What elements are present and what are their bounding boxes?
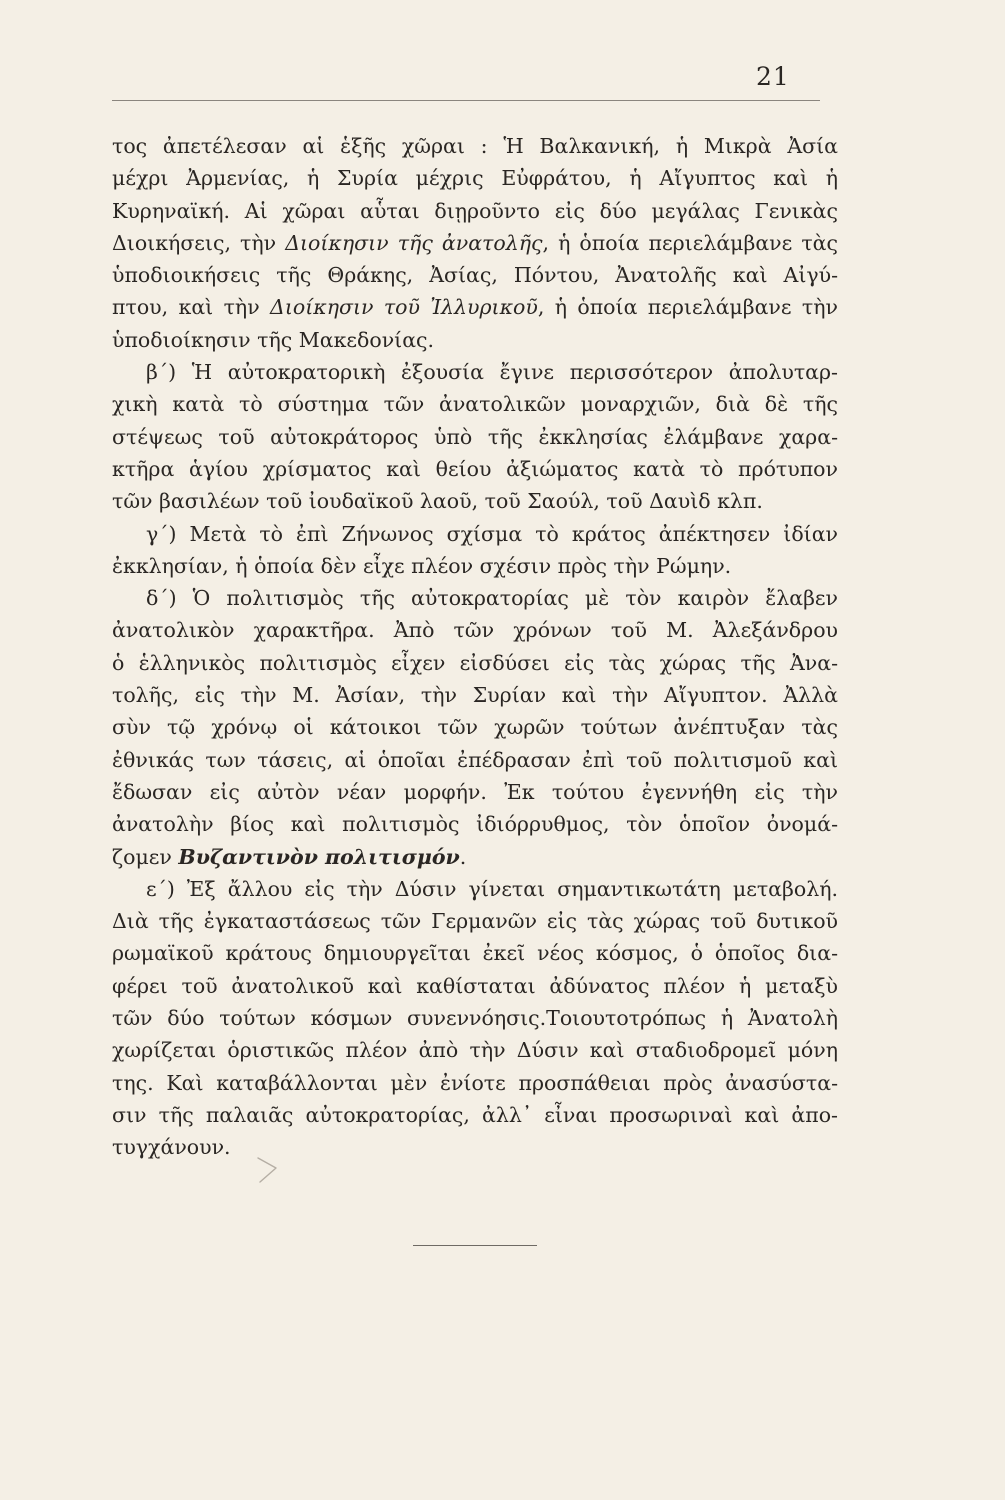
bold-italic-term: Βυζαντινὸν πολιτισμόν xyxy=(178,844,460,869)
text-line: μέχρι Ἀρμενίας, ἡ Συρία μέχρις Εὐφράτου, ἡ Αἴγυπτος καὶ ἡ xyxy=(112,166,838,191)
paragraph-beta-start: β΄) Ἡ αὐτοκρατορικὴ ἐξουσία ἔγινε περισσότερον ἀπολυταρ- xyxy=(146,360,838,385)
text-line: Διὰ τῆς ἐγκαταστάσεως τῶν Γερμανῶν εἰς τὰς χώρας τοῦ δυτικοῦ xyxy=(112,909,838,934)
page-number: 21 xyxy=(756,62,790,91)
text-line: τῶν δύο τούτων κόσμων συνεννόησις.Τοιουτοτρόπως ἡ Ἀνατολὴ xyxy=(112,1006,838,1031)
paragraph-gamma-start: γ΄) Μετὰ τὸ ἐπὶ Ζήνωνος σχίσμα τὸ κράτος ἀπέκτησεν ἰδίαν xyxy=(146,521,838,546)
text-line: ἀνατολὴν βίος καὶ πολιτισμὸς ἰδιόρρυθμος, τὸν ὁποῖον ὀνομά- xyxy=(112,812,838,837)
text-line: φέρει τοῦ ἀνατολικοῦ καὶ καθίσταται ἀδύνατος πλέον ἡ μεταξὺ xyxy=(112,973,838,998)
italic-term: Διοίκησιν τῆς ἀνατολῆς xyxy=(285,230,543,255)
section-end-rule xyxy=(413,1245,537,1246)
text-line: ἔδωσαν εἰς αὐτὸν νέαν μορφήν. Ἐκ τούτου ἐγεννήθη εἰς τὴν xyxy=(112,779,838,804)
paragraph-epsilon-start: ε΄) Ἐξ ἄλλου εἰς τὴν Δύσιν γίνεται σημαντικωτάτη μεταβολή. xyxy=(146,876,838,901)
text-line: χωρίζεται ὁριστικῶς πλέον ἀπὸ τὴν Δύσιν καὶ σταδιοδρομεῖ μόνη xyxy=(112,1038,838,1063)
text-line: στέψεως τοῦ αὐτοκράτορος ὑπὸ τῆς ἐκκλησίας ἐλάμβανε χαρα- xyxy=(112,424,838,449)
text-line: ζομεν Βυζαντινὸν πολιτισμόν. xyxy=(112,844,467,869)
text-line: Διοικήσεις, τὴν Διοίκησιν τῆς ἀνατολῆς, ἡ ὁποία περιελάμβανε τὰς xyxy=(112,230,838,255)
text-line: Κυρηναϊκή. Αἱ χῶραι αὗται διῃροῦντο εἰς δύο μεγάλας Γενικὰς xyxy=(112,198,838,223)
text-line: ἐθνικάς των τάσεις, αἱ ὁποῖαι ἐπέδρασαν ἐπὶ τοῦ πολιτισμοῦ καὶ xyxy=(112,747,838,772)
text-line: τυγχάνουν. xyxy=(112,1135,231,1160)
text-line: πτου, καὶ τὴν Διοίκησιν τοῦ Ἰλλυρικοῦ, ἡ ὁποία περιελάμβανε τὴν xyxy=(112,295,838,320)
text-line: σὺν τῷ χρόνῳ οἱ κάτοικοι τῶν χωρῶν τούτων ἀνέπτυξαν τὰς xyxy=(112,715,838,740)
text-line: ἀνατολικὸν χαρακτῆρα. Ἀπὸ τῶν χρόνων τοῦ Μ. Ἀλεξάνδρου xyxy=(112,618,838,643)
text-line: ρωμαϊκοῦ κράτους δημιουργεῖται ἐκεῖ νέος κόσμος, ὁ ὁποῖος δια- xyxy=(112,941,838,966)
italic-term: Διοίκησιν τοῦ Ἰλλυρικοῦ xyxy=(270,295,538,320)
text-line: χικὴ κατὰ τὸ σύστημα τῶν ἀνατολικῶν μοναρχιῶν, διὰ δὲ τῆς xyxy=(112,392,838,417)
pencil-mark-icon xyxy=(250,1152,286,1186)
text-line: τος ἀπετέλεσαν αἱ ἑξῆς χῶραι : Ἡ Βαλκανική, ἡ Μικρὰ Ἀσία xyxy=(112,134,838,158)
header-rule xyxy=(112,100,820,101)
text-line: κτῆρα ἁγίου χρίσματος καὶ θείου ἀξιώματος κατὰ τὸ πρότυπον xyxy=(112,456,838,481)
text-line: ὑποδιοικήσεις τῆς Θράκης, Ἀσίας, Πόντου, Ἀνατολῆς καὶ Αἰγύ- xyxy=(112,263,838,288)
text-line: τῶν βασιλέων τοῦ ἰουδαϊκοῦ λαοῦ, τοῦ Σαούλ, τοῦ Δαυὶδ κλπ. xyxy=(112,489,763,514)
text-line: ὁ ἑλληνικὸς πολιτισμὸς εἶχεν εἰσδύσει εἰς τὰς χώρας τῆς Ἀνα- xyxy=(112,650,838,675)
text-line: σιν τῆς παλαιᾶς αὐτοκρατορίας, ἀλλ᾽ εἶναι προσωριναὶ καὶ ἀπο- xyxy=(112,1102,838,1127)
paragraph-delta-start: δ΄) Ὁ πολιτισμὸς τῆς αὐτοκρατορίας μὲ τὸν καιρὸν ἔλαβεν xyxy=(146,586,838,611)
text-line: τολῆς, εἰς τὴν Μ. Ἀσίαν, τὴν Συρίαν καὶ τὴν Αἴγυπτον. Ἀλλὰ xyxy=(112,683,838,708)
text-line: ἐκκλησίαν, ἡ ὁποία δὲν εἶχε πλέον σχέσιν πρὸς τὴν Ρώμην. xyxy=(112,553,732,578)
text-line: ὑποδιοίκησιν τῆς Μακεδονίας. xyxy=(112,327,435,352)
text-line: της. Καὶ καταβάλλονται μὲν ἐνίοτε προσπάθειαι πρὸς ἀνασύστα- xyxy=(112,1070,838,1095)
body-text xyxy=(112,130,838,1164)
